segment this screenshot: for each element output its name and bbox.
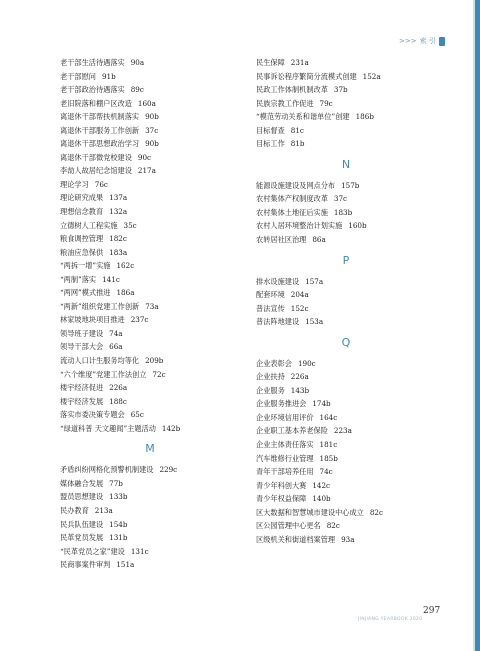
entry-page-ref: 90c (137, 152, 152, 162)
entry-term: 粮油应急保供 (60, 247, 104, 257)
entry-term: 青年干部培养任用 (256, 467, 314, 477)
index-entry (60, 97, 240, 111)
entry-page-ref: 89c (130, 85, 144, 95)
entry-term: 农村集体土地征后实施 (256, 207, 328, 217)
entry-page-ref: 157b (341, 180, 360, 190)
entry-term: 离退休干部思想政治学习 (60, 139, 140, 149)
index-entry (256, 137, 436, 151)
index-entry (256, 452, 436, 466)
index-entry (256, 438, 436, 452)
entry-page-ref: 152c (290, 303, 309, 313)
index-entry (60, 151, 240, 165)
entry-term: 农村集体产权制度改革 (256, 194, 328, 204)
entry-page-ref: 82c (326, 521, 340, 531)
entry-term: 民办教育 (60, 505, 89, 515)
index-entry (60, 354, 240, 368)
footer-text: JINJIANG YEARBOOK 2020 (358, 617, 423, 622)
entry-page-ref: 140b (312, 494, 331, 504)
entry-term: 领导干部大会 (60, 342, 104, 352)
index-column-right (256, 56, 436, 546)
index-entry (256, 370, 436, 384)
entry-term: 老干部政治待遇落实 (60, 85, 125, 95)
entry-page-ref: 65c (130, 410, 144, 420)
index-entry (256, 233, 436, 247)
entry-term: 民革党员发展 (60, 533, 104, 543)
entry-page-ref: 74c (319, 467, 333, 477)
entry-page-ref: 73a (145, 301, 159, 311)
entry-term: “两制”落实 (60, 274, 97, 284)
entry-term: 农村人居环境整治计划实施 (256, 221, 343, 231)
entry-term: 民生保障 (256, 58, 285, 67)
entry-term: 普法阵地建设 (256, 317, 300, 327)
entry-term: 李劼人故居纪念馆建设 (60, 166, 132, 176)
entry-page-ref: 164c (319, 412, 338, 422)
entry-term: 流动人口计生服务均等化 (60, 356, 140, 366)
entry-term: 汽车维修行业管理 (256, 453, 314, 463)
index-entry (60, 164, 240, 178)
index-entry (256, 519, 436, 533)
entry-page-ref: 229c (159, 465, 178, 475)
index-entry (60, 70, 240, 84)
entry-term: “两网”模式推进 (60, 288, 111, 298)
entry-page-ref: 77b (109, 478, 123, 488)
entry-term: 媒体融合发展 (60, 478, 104, 488)
entry-page-ref: 204a (290, 290, 309, 300)
entry-term: 楼宇经济发展 (60, 396, 104, 406)
index-entry (60, 381, 240, 395)
index-entry (256, 302, 436, 316)
entry-page-ref: 141c (102, 274, 120, 284)
index-entry (60, 178, 240, 192)
entry-page-ref: 37c (333, 194, 348, 204)
entry-page-ref: 82c (369, 507, 383, 517)
index-entry (256, 465, 436, 479)
entry-term: “六个维度”党建工作法创立 (60, 369, 147, 379)
entry-term: 理论研究成果 (60, 193, 104, 203)
entry-page-ref: 186b (355, 112, 374, 122)
entry-term: 民商事案件审判 (60, 560, 111, 570)
entry-term: 企业服务 (256, 385, 285, 395)
entry-term: 普法宣传 (256, 303, 285, 313)
entry-page-ref: 152a (362, 71, 381, 81)
entry-term: 排水设施建设 (256, 276, 300, 286)
index-entry (256, 179, 436, 193)
index-entry (60, 490, 240, 504)
header-label: 索 引 (419, 37, 436, 45)
index-entry (60, 368, 240, 382)
index-entry (256, 97, 436, 111)
entry-page-ref: 226a (290, 372, 309, 382)
index-entry (256, 206, 436, 220)
entry-term: 领导班子建设 (60, 328, 104, 338)
entry-term: 青少年科创大赛 (256, 480, 307, 490)
entry-page-ref: 154b (109, 519, 128, 529)
section-letter-n: N (341, 157, 351, 171)
entry-term: “两新”组织党建工作创新 (60, 301, 140, 311)
index-entry (60, 124, 240, 138)
index-entry (60, 259, 240, 273)
index-entry (60, 463, 240, 477)
index-entry (60, 313, 240, 327)
index-entry (60, 219, 240, 233)
entry-page-ref: 91b (101, 71, 116, 81)
entry-term: 离退休干部帮扶机制落实 (60, 112, 140, 122)
entry-page-ref: 90a (130, 58, 145, 67)
entry-term: 企业表彰会 (256, 358, 292, 368)
index-entry (60, 531, 240, 545)
entry-term: 民事诉讼程序繁简分流模式创建 (256, 71, 357, 81)
entry-term: 离退休干部服务工作创新 (60, 125, 140, 135)
index-entry (60, 56, 240, 70)
index-entry (60, 205, 240, 219)
header-tab-marker (439, 37, 445, 46)
entry-term: 能源设施建设及网点分布 (256, 180, 336, 190)
index-entry (60, 327, 240, 341)
entry-list-q (256, 357, 436, 547)
entry-page-ref: 90b (145, 112, 159, 122)
entry-page-ref: 188c (109, 396, 127, 406)
entry-term: 企业服务推进会 (256, 399, 307, 409)
index-entry (256, 70, 436, 84)
entry-term: 目标工作 (256, 139, 285, 149)
entry-term: 民政工作体制机制改革 (256, 85, 328, 95)
index-entry (256, 384, 436, 398)
index-entry (256, 315, 436, 329)
index-entry (60, 395, 240, 409)
entry-term: 企业主体责任落实 (256, 440, 314, 450)
index-entry (256, 192, 436, 206)
index-entry (60, 110, 240, 124)
entry-page-ref: 90b (145, 139, 159, 149)
entry-term: 区公园管理中心更名 (256, 521, 321, 531)
index-entry (60, 340, 240, 354)
entry-term: 楼宇经济促进 (60, 383, 104, 393)
index-entry (256, 411, 436, 425)
entry-term: 企业扶持 (256, 372, 285, 382)
index-entry (256, 219, 436, 233)
index-entry (256, 533, 436, 547)
entry-term: 企业环境信用评价 (256, 412, 314, 422)
entry-list-n (256, 179, 436, 247)
entry-page-ref: 81c (290, 125, 304, 135)
entry-page-ref: 183b (333, 207, 353, 217)
index-entry (60, 408, 240, 422)
index-entry (256, 397, 436, 411)
entry-page-ref: 182c (109, 234, 127, 244)
entry-page-ref: 160b (348, 221, 367, 231)
entry-page-ref: 213a (94, 505, 113, 515)
index-entry (60, 504, 240, 518)
index-entry (60, 518, 240, 532)
index-entry (60, 422, 240, 436)
entry-term: 盟员思想建设 (60, 492, 104, 502)
running-header (399, 36, 445, 46)
entry-page-ref: 157a (305, 276, 324, 286)
entry-term: 青少年权益保障 (256, 494, 307, 504)
entry-page-ref: 162c (116, 261, 135, 271)
entry-page-ref: 142c (312, 480, 331, 490)
entry-term: 理论学习 (60, 179, 89, 189)
index-entry (256, 275, 436, 289)
entry-page-ref: 133b (109, 492, 128, 502)
index-entry (60, 286, 240, 300)
section-letter-p: P (342, 253, 350, 267)
entry-term: 粮食调控管理 (60, 234, 104, 244)
entry-term: 民族宗教工作促进 (256, 98, 314, 108)
index-entry (60, 545, 240, 559)
entry-page-ref: 74a (109, 328, 123, 338)
entry-page-ref: 183a (109, 247, 128, 257)
entry-term: 企业职工基本养老保险 (256, 426, 328, 436)
entry-page-ref: 174b (312, 399, 331, 409)
index-entry (60, 232, 240, 246)
index-entry (60, 477, 240, 491)
entry-page-ref: 79c (319, 98, 333, 108)
entry-term: 民兵队伍建设 (60, 519, 104, 529)
entry-page-ref: 35c (123, 220, 137, 230)
entry-page-ref: 66a (109, 342, 123, 352)
entry-term: 矛盾纠纷网格化预警机制建设 (60, 465, 154, 475)
entry-page-ref: 37c (145, 125, 159, 135)
entry-term: 老旧院落和棚户区改造 (60, 98, 132, 108)
entry-page-ref: 217a (137, 166, 156, 176)
index-entry (256, 424, 436, 438)
entry-page-ref: 72c (152, 369, 166, 379)
entry-page-ref: 131c (130, 546, 149, 556)
entry-list-p (256, 275, 436, 329)
entry-list-min (256, 56, 436, 151)
entry-term: 目标督查 (256, 125, 285, 135)
entry-page-ref: 190c (297, 358, 316, 368)
entry-page-ref: 37b (333, 85, 348, 95)
entry-list-l (60, 56, 240, 435)
entry-page-ref: 151a (116, 560, 135, 570)
index-entry (256, 83, 436, 97)
entry-page-ref: 86a (312, 235, 326, 245)
section-letter-m: M (145, 442, 155, 456)
index-entry (60, 300, 240, 314)
entry-page-ref: 142b (161, 423, 181, 433)
entry-page-ref: 185b (319, 453, 338, 463)
entry-page-ref: 76c (94, 179, 108, 189)
entry-page-ref: 223a (333, 426, 352, 436)
entry-page-ref: 209b (145, 356, 164, 366)
edge-stripe (475, 0, 480, 651)
entry-term: “绿道科普 天文趣闻”主题活动 (60, 423, 156, 433)
entry-page-ref: 131b (109, 533, 128, 543)
entry-term: 农转居社区治理 (256, 235, 307, 245)
index-entry (256, 492, 436, 506)
page-number: 297 (423, 606, 441, 616)
entry-term: 区大数据和智慧城市建设中心成立 (256, 507, 364, 517)
entry-term: 老干部慰问 (60, 71, 96, 81)
entry-term: 区级机关和街道档案管理 (256, 534, 336, 544)
index-entry (256, 56, 436, 70)
index-entry (256, 506, 436, 520)
entry-term: 离退休干部微党校建设 (60, 152, 132, 162)
entry-page-ref: 143b (290, 385, 310, 395)
entry-page-ref: 160a (137, 98, 156, 108)
entry-page-ref: 81b (290, 139, 305, 149)
index-entry (60, 137, 240, 151)
entry-page-ref: 231a (290, 58, 309, 67)
entry-page-ref: 181c (319, 440, 338, 450)
entry-page-ref: 132a (109, 207, 128, 217)
entry-page-ref: 93a (341, 534, 355, 544)
index-entry (60, 246, 240, 260)
entry-page-ref: 226a (109, 383, 128, 393)
entry-term: “两拆一增”实施 (60, 261, 111, 271)
entry-term: 立德树人工程实施 (60, 220, 118, 230)
index-entry (256, 479, 436, 493)
entry-term: 理想信念教育 (60, 207, 104, 217)
entry-page-ref: 186a (116, 288, 135, 298)
entry-page-ref: 153a (305, 317, 324, 327)
entry-term: “模范劳动关系和谐单位”创建 (256, 112, 350, 122)
index-entry (60, 83, 240, 97)
index-entry (60, 191, 240, 205)
entry-list-m (60, 463, 240, 571)
index-entry (256, 288, 436, 302)
index-entry (60, 273, 240, 287)
entry-term: 配套环境 (256, 290, 285, 300)
entry-term: 落实市委决策专题会 (60, 410, 125, 420)
entry-term: 老干部生活待遇落实 (60, 58, 125, 67)
index-entry (256, 357, 436, 371)
entry-page-ref: 137a (109, 193, 128, 203)
index-entry (256, 110, 436, 124)
section-letter-q: Q (341, 335, 351, 349)
entry-term: 林家坡地块项目推进 (60, 315, 125, 325)
index-entry (60, 558, 240, 572)
index-column-left (60, 56, 240, 572)
header-arrows: >>> (399, 37, 417, 45)
index-entry (256, 124, 436, 138)
entry-page-ref: 237c (130, 315, 149, 325)
entry-term: “民革党员之家”建设 (60, 546, 125, 556)
